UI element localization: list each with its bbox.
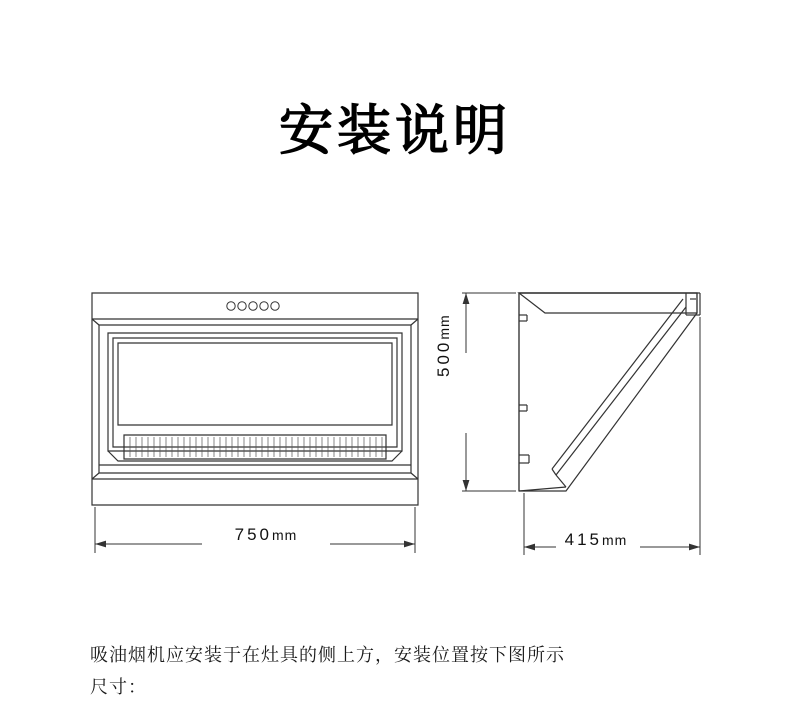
dimension-depth-value: 415: [564, 530, 603, 549]
height-dimension: [462, 293, 516, 491]
dimension-label-depth: [536, 530, 656, 550]
description-line-1: 吸油烟机应安装于在灶具的侧上方，安装位置按下图所示: [90, 645, 565, 666]
dimension-depth-unit: mm: [602, 532, 628, 548]
dimension-width-value: 750: [234, 525, 273, 544]
technical-drawing: [0, 255, 790, 575]
dimension-label-width: [206, 525, 326, 545]
dimension-height-value: 500: [434, 339, 453, 377]
side-view-group: [519, 293, 697, 491]
dimension-height-unit: mm: [436, 314, 452, 340]
depth-dimension: [524, 317, 700, 555]
installation-description: [90, 640, 730, 704]
dimension-label-height: [434, 314, 454, 377]
description-line-2: 尺寸：: [90, 677, 147, 698]
page-title: 安装说明: [279, 99, 511, 162]
front-view-group: [92, 293, 418, 505]
control-buttons: [227, 302, 279, 310]
dimension-width-unit: mm: [272, 527, 298, 543]
side-view-detail: [519, 293, 700, 491]
